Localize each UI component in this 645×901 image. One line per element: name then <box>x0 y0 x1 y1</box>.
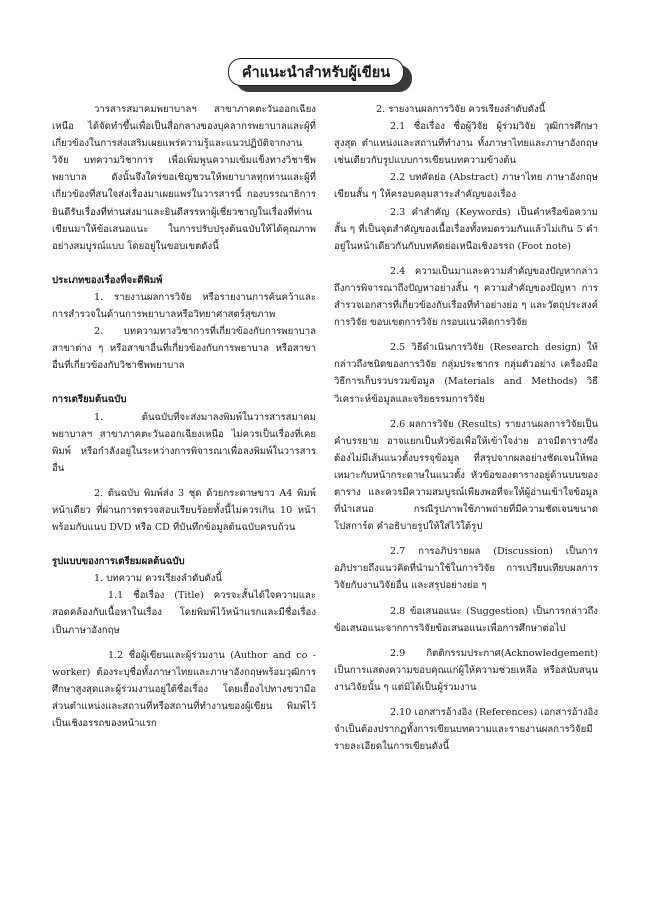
research-item-2-4: 2.4 ความเป็นมาและความสำคัญของปัญหากล่าวถึงการพิจารณาถึงปัญหาอย่างสั้น ๆ ความสำคัญของปัญหา การสำรวจเอกสารที่เกี่ยวข้องกับเรื่องที่ทำอย่างย่อ ๆ และวัตถุประสงค์การวิจัย ขอบเขตการวิจัย กรอบแนวคิดการวิจัย <box>334 265 598 329</box>
types-heading: ประเภทของเรื่องที่จะตีพิมพ์ <box>52 274 163 286</box>
format-item-1-1: 1.1 ชื่อเรื่อง (Title) ควรจะสั้นได้ใจความและสอดคล้องกับเนื้อหาในเรื่อง โดยพิมพ์ไว้หน้าแรกและมีชื่อเรื่องเป็นภาษาอังกฤษ <box>52 590 316 636</box>
research-heading: 2. รายงานผลการวิจัย ควรเรียงลำดับดังนี้ <box>376 104 546 115</box>
research-item-2-8: 2.8 ข้อเสนอแนะ (Suggestion) เป็นการกล่าวถึงข้อเสนอแนะจากการวิจัยข้อเสนอแนะเพื่อการศึกษาต่อไป <box>334 605 598 634</box>
format-item-1: 1. บทความ ควรเรียงลำดับดังนี้ <box>94 573 222 585</box>
prep-item-2: 2. ต้นฉบับ พิมพ์ส่ง 3 ชุด ด้วยกระดาษขาว A4 พิมพ์หน้าเดียว ที่ผ่านการตรวจสอบเรียบร้อยทั้งนี้ไม่ควรเกิน 10 หน้า พร้อมกับแนบ DVD หรือ CD ที่บันทึกข้อมูลต้นฉบับครบถ้วน <box>52 487 316 534</box>
page-title: คำแนะนำสำหรับผู้เขียน <box>228 58 404 86</box>
research-item-2-9: 2.9 กิตติกรรมประกาศ(Acknowledgement) เป็นการแสดงความขอบคุณแก่ผู้ให้ความช่วยเหลือ หรือสนับสนุนงานวิจัยนั้น ๆ แต่มิได้เป็นผู้ร่วมงาน <box>334 647 598 693</box>
types-item-2: 2. บทความทางวิชาการที่เกี่ยวข้องกับการพยาบาลสาขาต่าง ๆ หรือสาขาอื่นที่เกี่ยวข้องกับการพยาบาล หรือสาขาอื่นที่เกี่ยวข้องกับวิชาชีพพยาบาล <box>52 326 316 372</box>
types-item-1: 1. รายงานผลการวิจัย หรือรายงานการค้นคว้าและการสำรวจในด้านการพยาบาลหรือวิทยาศาสตร์สุขภาพ <box>52 291 316 321</box>
research-item-2-6: 2.6 ผลการวิจัย (Results) รายงานผลการวิจัยเป็นคำบรรยาย อาจแยกเป็นหัวข้อเพื่อให้เข้าใจง่าย อาจมีตารางซึ่งต้องไม่มีเส้นแนวตั้งบรรจุข้อมูล ที่สรุปจากผลอย่างชัดเจนให้พอเหมาะกับหน้ากระดาษในแนวตั้ง หัวข้อของตารางอยู่ด้านบนของตาราง และควรมีความสมบูรณ์เพียงพอที่จะให้ผู้อ่านเข้าใจข้อมูลที่นำเสนอ กรณีรูปภาพใช้ภาพถ่ายที่มีความชัดเจนขนาดโปสการ์ด คำอธิบายรูปให้ใส่ไว้ใต้รูป <box>334 418 598 533</box>
research-item-2-1: 2.1 ชื่อเรื่อง ชื่อผู้วิจัย ผู้ร่วมวิจัย วุฒิการศึกษาสูงสุด ตำแหน่งและสถานที่ทำงาน ทั้งภาษาไทยและภาษาอังกฤษ เช่นเดียวกับรูปแบบการเขียนบทความข้างต้น <box>334 121 598 167</box>
research-item-2-5: 2.5 วิธีดำเนินการวิจัย (Research design) ให้กล่าวถึงชนิดของการวิจัย กลุ่มประชากร กลุ่มตัวอย่าง เครื่องมือ วิธีการเก็บรวบรวมข้อมูล (Materials and Methods) วิธีวิเคราะห์ข้อมูลและจริยธรรมการวิจัย <box>334 342 598 405</box>
left-column <box>52 101 316 891</box>
intro-paragraph: วารสารสมาคมพยาบาลฯ สาขาภาคตะวันออกเฉียงเหนือ ได้จัดทำขึ้นเพื่อเป็นสื่อกลางของบุคลากรพยาบาลและผู้ที่เกี่ยวข้องในการส่งเสริมเผยแพร่ความรู้และแนวปฏิบัติจากงานวิจัย บทความวิชาการ เพื่อเพิ่มพูนความเข้มแข็งทางวิชาชีพพยาบาล ดังนั้นจึงใคร่ขอเชิญชวนให้พยาบาลทุกท่านและผู้ที่เกี่ยวข้องที่สนใจส่งเรื่องมาเผยแพร่ในวารสารนี้ กองบรรณาธิการยินดีรับเรื่องที่ท่านส่งมาและยินดีสรรหาผู้เชี่ยวชาญในเรื่องที่ท่านเขียนมาให้ข้อเสนอแนะ ในการปรับปรุงต้นฉบับให้ได้คุณภาพอย่างสมบูรณ์แบบ โดยอยู่ในขอบเขตดังนี้ <box>52 104 316 252</box>
research-item-2-7: 2.7 การอภิปรายผล (Discussion) เป็นการอภิปรายถึงแนวคิดที่นำมาใช้ในการวิจัย การเปรียบเทียบผลการวิจัยกับงานวิจัยอื่น และสรุปอย่างย่อ ๆ <box>334 546 598 592</box>
research-item-2-3: 2.3 คำสำคัญ (Keywords) เป็นคำหรือข้อความสั้น ๆ ที่เป็นจุดสำคัญของเนื้อเรื่องทั้งหมดรวมกันแล้วไม่เกิน 5 คำ อยู่ในหน้าเดียวกันกับบทคัดย่อเหนือเชิงอรรถ (Foot note) <box>334 206 598 252</box>
research-item-2-10: 2.10 เอกสารอ้างอิง (References) เอกสารอ้างอิงจำเป็นต้องปรากฏทั้งการเขียนบทความและรายงานผลการวิจัยมีรายละเอียดในการเขียนดังนี้ <box>334 707 598 753</box>
prep-heading: การเตรียมต้นฉบับ <box>52 394 127 406</box>
prep-item-1: 1. ต้นฉบับที่จะส่งมาลงพิมพ์ในวารสารสมาคมพยาบาลฯ สาขาภาคตะวันออกเฉียงเหนือ ไม่ควรเป็นเรื่องที่เคยพิมพ์ หรือกำลังอยู่ในระหว่างการพิจารณาเพื่อลงพิมพ์ในวารสารอื่น <box>52 411 316 474</box>
format-heading: รูปแบบของการเตรียมผลต้นฉบับ <box>52 556 185 568</box>
research-item-2-2: 2.2 บทคัดย่อ (Abstract) ภาษาไทย ภาษาอังกฤษ เขียนสั้น ๆ ให้ครอบคลุมสาระสำคัญของเรื่อง <box>334 172 598 201</box>
format-item-1-2: 1.2 ชื่อผู้เขียนและผู้ร่วมงาน (Author and co - worker) ต้องระบุชื่อทั้งภาษาไทยและภาษาอังกฤษพร้อมวุฒิการศึกษาสูงสุดและผู้ร่วมงานอยู่ใต้ชื่อเรื่อง โดยเยื้องไปทางขวามือ ส่วนตำแหน่งและสถานที่หรือสถานที่ทำงานของผู้เขียน พิมพ์ไว้เป็นเชิงอรรถของหน้าแรก <box>52 649 316 729</box>
title-banner <box>228 58 414 94</box>
right-column <box>334 101 598 891</box>
